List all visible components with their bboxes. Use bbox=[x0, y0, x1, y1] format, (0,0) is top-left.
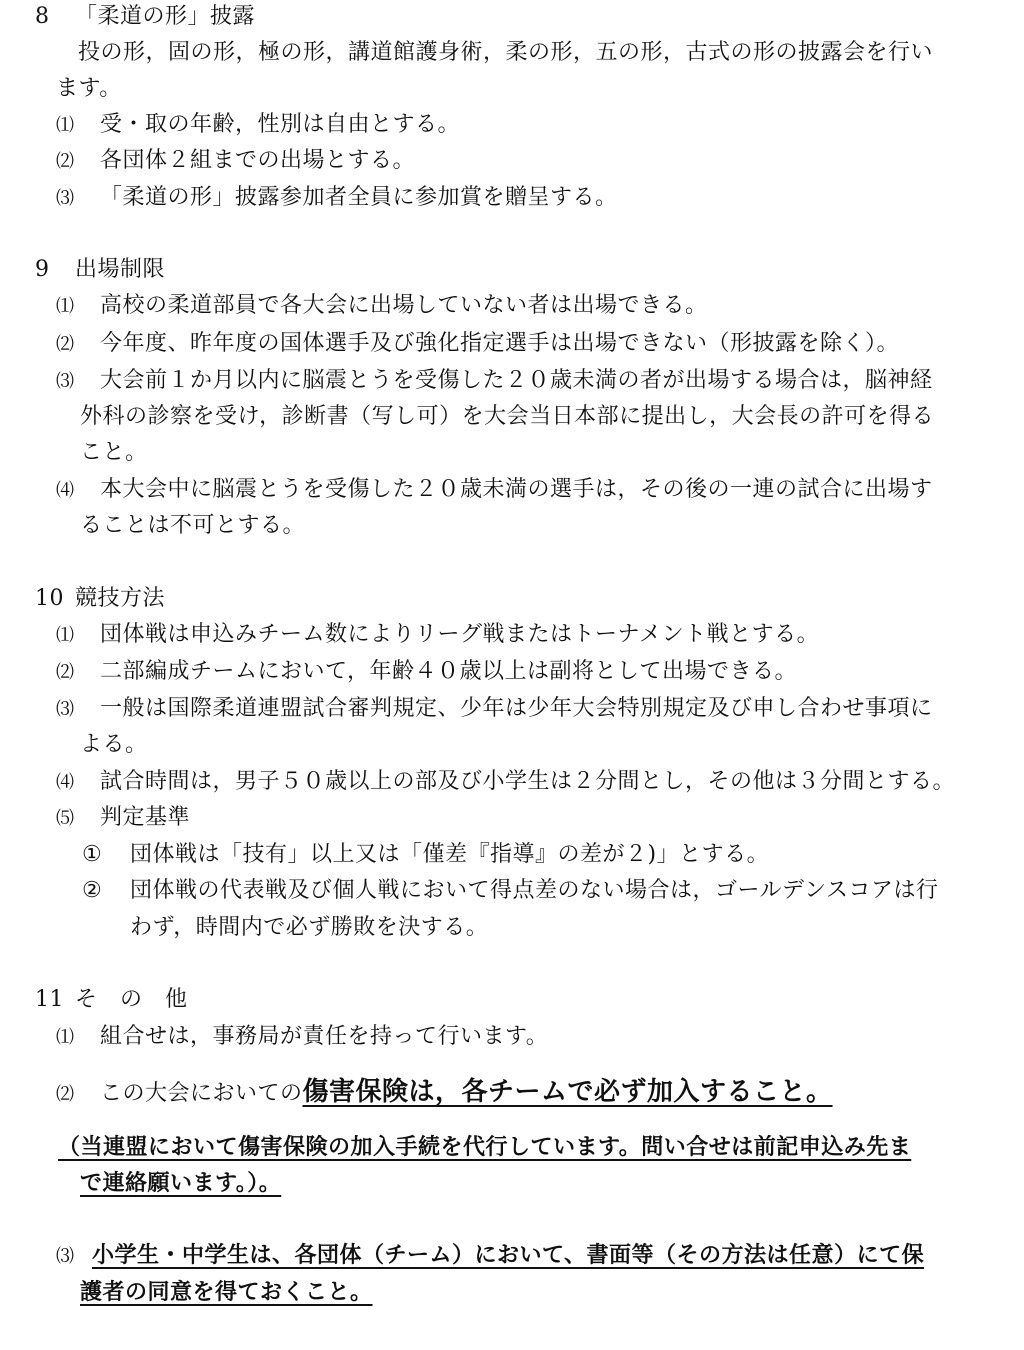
item-text: 一般は国際柔道連盟試合審判規定、少年は少年大会特別規定及び申し合わせ事項に bbox=[100, 696, 933, 721]
item-text: 受・取の年齢，性別は自由とする。 bbox=[100, 112, 461, 137]
item-number: ⑴ bbox=[56, 115, 75, 136]
item-number: ⑸ bbox=[56, 808, 75, 829]
item-text: 試合時間は，男子５０歳以上の部及び小学生は２分間とし，その他は３分間とする。 bbox=[100, 769, 956, 794]
sub-item-continuation: わず，時間内で必ず勝敗を決する。 bbox=[130, 915, 489, 940]
list-item bbox=[56, 146, 415, 176]
item-number: ⑶ bbox=[56, 699, 75, 720]
item-text: 判定基準 bbox=[100, 805, 191, 830]
list-item bbox=[56, 767, 955, 797]
item-number: ⑴ bbox=[56, 1027, 75, 1048]
item-number: ⑵ bbox=[56, 662, 75, 683]
item-number: ⑷ bbox=[56, 480, 75, 501]
section-title: 出場制限 bbox=[75, 257, 166, 282]
item-number: ⑴ bbox=[56, 625, 75, 646]
list-item bbox=[56, 110, 460, 140]
item-text: 団体戦は申込みチーム数によりリーグ戦またはトーナメント戦とする。 bbox=[100, 622, 820, 647]
list-item bbox=[56, 1022, 548, 1052]
sub-item bbox=[82, 876, 938, 906]
sub-item-text: 団体戦の代表戦及び個人戦において得点差のない場合は，ゴールデンスコアは行 bbox=[130, 878, 939, 903]
sub-item-text: 団体戦は「技有」以上又は「僅差『指導』の差が２)」とする。 bbox=[130, 842, 770, 867]
list-item bbox=[56, 657, 797, 687]
item-number: ⑶ bbox=[56, 188, 75, 209]
insurance-note-line: で連絡願います。）。 bbox=[80, 1170, 282, 1196]
item-number: ⑶ bbox=[56, 1246, 75, 1267]
item-number: ⑷ bbox=[56, 772, 75, 793]
insurance-emphasis: 傷害保険は，各チームで必ず加入すること。 bbox=[302, 1077, 833, 1107]
list-item bbox=[56, 329, 899, 359]
list-item bbox=[56, 1074, 833, 1110]
section-title: 競技方法 bbox=[75, 586, 166, 611]
item-number: ⑵ bbox=[56, 334, 75, 355]
item-text: 組合せは，事務局が責任を持って行います。 bbox=[100, 1024, 549, 1049]
section-number: 10 bbox=[35, 586, 64, 611]
item-number: ⑵ bbox=[56, 151, 75, 172]
section-11-heading bbox=[35, 985, 188, 1015]
item-continuation: こと。 bbox=[80, 440, 148, 465]
item-text: 高校の柔道部員で各大会に出場していない者は出場できる。 bbox=[100, 293, 708, 318]
item-text: 今年度、昨年度の国体選手及び強化指定選手は出場できない（形披露を除く）。 bbox=[100, 331, 900, 356]
sub-item-number: ② bbox=[82, 878, 103, 903]
section-9-heading bbox=[35, 255, 165, 285]
item-continuation: 外科の診察を受け，診断書（写し可）を大会当日本部に提出し，大会長の許可を得る bbox=[80, 404, 935, 429]
section-number: 8 bbox=[35, 4, 50, 29]
list-item bbox=[56, 694, 933, 724]
item-text: 二部編成チームにおいて，年齢４０歳以上は副将として出場できる。 bbox=[100, 659, 798, 684]
section-10-heading bbox=[35, 584, 165, 614]
item-continuation: よる。 bbox=[80, 732, 148, 757]
sub-item-number: ① bbox=[82, 842, 103, 867]
item-continuation: 護者の同意を得ておくこと。 bbox=[80, 1279, 373, 1305]
insurance-note-line: （当連盟において傷害保険の加入手続を代行しています。問い合せは前記申込み先ま bbox=[58, 1134, 912, 1160]
list-item bbox=[56, 1240, 924, 1270]
item-text: 大会前１か月以内に脳震とうを受傷した２０歳未満の者が出場する場合は，脳神経 bbox=[100, 368, 933, 393]
list-item bbox=[56, 620, 819, 650]
list-item bbox=[56, 475, 933, 505]
item-text: 本大会中に脳震とうを受傷した２０歳未満の選手は，その後の一連の試合に出場す bbox=[100, 477, 933, 502]
item-continuation: ることは不可とする。 bbox=[80, 513, 306, 538]
section-number: 9 bbox=[35, 257, 50, 282]
section-8-heading bbox=[35, 2, 255, 32]
list-item bbox=[56, 291, 708, 321]
item-text: この大会においての bbox=[100, 1081, 303, 1106]
section-number: 11 bbox=[35, 987, 64, 1012]
section-title: そ の 他 bbox=[75, 987, 188, 1012]
list-item bbox=[56, 366, 933, 396]
list-item bbox=[56, 803, 190, 833]
sub-item bbox=[82, 840, 769, 870]
section-title: 「柔道の形」披露 bbox=[75, 4, 256, 29]
item-number: ⑴ bbox=[56, 296, 75, 317]
item-text: 小学生・中学生は、各団体（チーム）において、書面等（その方法は任意）にて保 bbox=[92, 1242, 925, 1268]
section-8-body-line: 投の形，固の形，極の形，講道館護身術，柔の形，五の形，古式の形の披露会を行い bbox=[78, 40, 934, 65]
item-number: ⑵ bbox=[56, 1084, 75, 1105]
item-text: 「柔道の形」披露参加者全員に参加賞を贈呈する。 bbox=[100, 185, 618, 210]
item-text: 各団体２組までの出場とする。 bbox=[100, 148, 416, 173]
list-item bbox=[56, 183, 618, 213]
section-8-body-line: ます。 bbox=[56, 76, 122, 101]
item-number: ⑶ bbox=[56, 371, 75, 392]
